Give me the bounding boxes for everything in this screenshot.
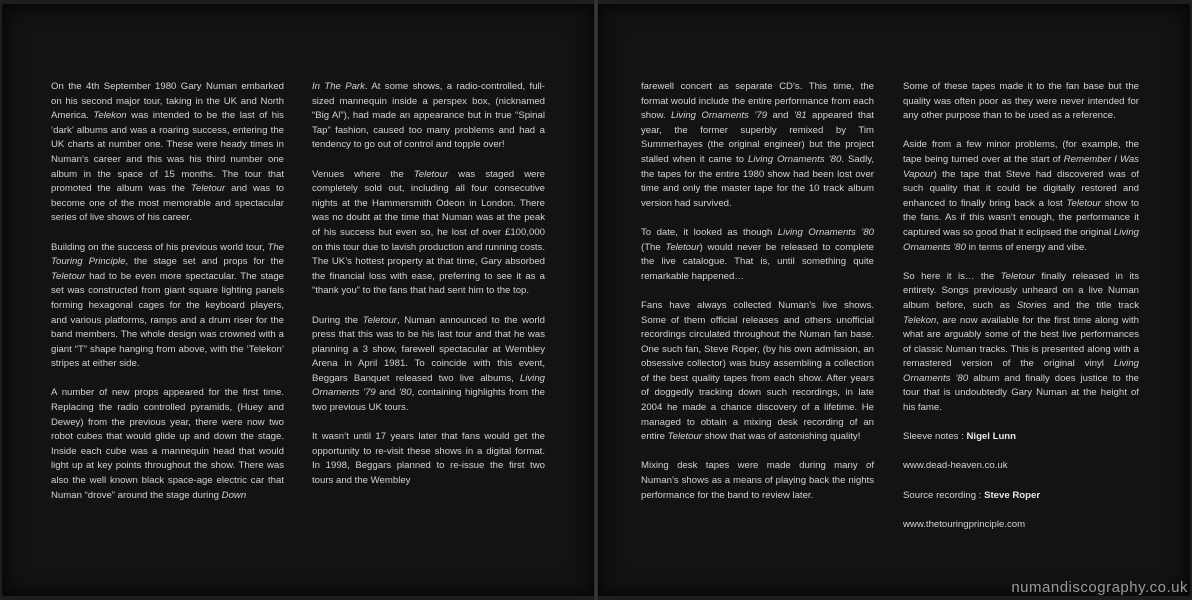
- italic-title-text: Teletour: [413, 168, 449, 180]
- italic-title-text: Down: [221, 489, 247, 501]
- italic-title-text: Telekon: [93, 110, 127, 122]
- italic-title-text: Stories: [1016, 299, 1047, 311]
- paragraph: [51, 386, 284, 503]
- italic-title-text: Living Ornaments ’80: [903, 226, 1139, 253]
- italic-title-text: Telekon: [903, 314, 937, 326]
- body-text: show to the fans. As if this wasn’t enough, the performance it captured was so good that it eclipsed the original: [903, 197, 1139, 238]
- paragraph: [903, 80, 1139, 124]
- italic-title-text: In The Park: [312, 81, 365, 92]
- italic-title-text: Living Ornaments ’80: [777, 226, 875, 238]
- source-recording-label: Source recording :: [903, 489, 985, 501]
- body-text: and the title track: [1046, 299, 1139, 311]
- body-text: During the: [312, 314, 363, 326]
- italic-title-text: ’80: [398, 387, 412, 399]
- paragraph: [51, 241, 284, 372]
- body-text: had to be even more spectacular. The stage set was constructed from giant square lighting panels forming hexagonal cages for the keyboard players, and various platforms, ramps and a drum riser for the band members. The whole design was crowned with a giant “T” shape hanging from above, with the ‘Telekon’ stripes at either side.: [51, 270, 284, 370]
- body-text: was intended to be the last of his ‘dark’ albums and was a roaring success, entering the UK charts at number one. These were heady times in Numan’s career and this was his third number one album in the space of 15 months. The tour that promoted the album was the: [51, 110, 284, 195]
- text-column-4: [903, 80, 1139, 547]
- body-text: and: [375, 387, 399, 399]
- body-text: ) the tape that Steve had discovered was of such quality that it could be digitally restored and enhanced to finally bring back a lost: [903, 168, 1139, 209]
- body-text: was staged were completely sold out, including all four consecutive nights at the Hammersmith Odeon in London. There was no doubt at the time that Numan was at the peak of his success but even so, he lost of over £100,000 on this tour due to lavish production and running costs. The UK’s hottest property at that time, Gary absorbed the financial loss with ease, preferring to see it as a “thank you” to the fans that had sent him to the top.: [312, 168, 545, 297]
- sleeve-notes-author: Nigel Lunn: [966, 431, 1017, 443]
- body-text: Aside from a few minor problems, (for example, the tape being turned over at the start of: [903, 139, 1139, 165]
- body-text: , Numan announced to the world press that this was to be his last tour and that he was planning a 3 show, farewell spectacular at Wembley Arena in April 1981. To coincide with this event, Beggars Banquet released two live albums,: [312, 314, 545, 384]
- credits-block: [903, 430, 1139, 532]
- body-text: (The: [641, 241, 666, 253]
- paragraph: [641, 80, 874, 211]
- body-text: finally released in its entirety. Songs previously unheard on a live Numan album before, such as: [903, 270, 1139, 311]
- italic-title-text: The Touring Principle: [51, 241, 284, 268]
- body-text: Building on the success of his previous world tour,: [51, 241, 268, 253]
- paragraph: [641, 459, 874, 503]
- italic-title-text: Teletour: [190, 183, 226, 195]
- body-text: . At some shows, a radio-controlled, full-sized mannequin inside a perspex box, (nicknamed “Big Al”), had made an appearance but in true “Spinal Tap” fashion, caused too many problems and had a tendency to go out of control and topple over!: [312, 81, 545, 151]
- text-column-3: [641, 80, 874, 518]
- text-column-1: [51, 80, 284, 518]
- body-text: and was to become one of the most memorable and spectacular series of live shows of his career.: [51, 183, 284, 224]
- paragraph: [312, 430, 545, 488]
- italic-title-text: Teletour: [667, 431, 702, 443]
- body-text: To date, it looked as though: [641, 226, 778, 238]
- sleeve-notes-label: Sleeve notes :: [903, 431, 967, 443]
- body-text: and: [767, 110, 794, 122]
- italic-title-text: ’81: [793, 110, 807, 122]
- sleeve-notes-credit: [903, 430, 1139, 445]
- paragraph: [641, 299, 874, 445]
- body-text: . Sadly, the tapes for the entire 1980 show had been lost over time and only the master tape for the 10 track album version had survived.: [641, 153, 874, 209]
- italic-title-text: Teletour: [665, 241, 700, 253]
- body-text: farewell concert as separate CD’s. This time, the format would include the entire performance from each show.: [641, 81, 874, 122]
- body-text: Some of these tapes made it to the fan base but the quality was often poor as they were never intended for any other purpose than to be used as a reference.: [903, 81, 1139, 122]
- italic-title-text: Teletour: [1000, 270, 1035, 282]
- body-text: Fans have always collected Numan’s live shows. Some of them official releases and others unofficial recordings circulated throughout the Numan fan base. One such fan, Steve Roper, (by his own admission, an obsessive collector) was busy assembling a collection of the best quality tapes from each show. After years of doggedly tracking down such recordings, in late 2004 he made a chance discovery of a lifetime. He managed to obtain a mixing desk recording of an entire: [641, 299, 874, 443]
- paragraph: [51, 80, 284, 226]
- paragraph: [312, 80, 545, 153]
- italic-title-text: Living Ornaments ’79: [670, 110, 768, 122]
- body-text: So here it is… the: [903, 270, 1001, 282]
- paragraph: [641, 226, 874, 284]
- source-recording-author: Steve Roper: [984, 489, 1041, 501]
- paragraph: [903, 270, 1139, 416]
- body-text: It wasn’t until 17 years later that fans would get the opportunity to re-visit these shows in a digital format. In 1998, Beggars planned to re-issue the first two tours and the Wembley: [312, 431, 545, 487]
- italic-title-text: Teletour: [362, 314, 397, 326]
- body-text: On the 4th September 1980 Gary Numan embarked on his second major tour, taking in the UK and North America.: [51, 81, 284, 122]
- body-text: , containing highlights from the two previous UK tours.: [312, 387, 545, 414]
- body-text: A number of new props appeared for the first time. Replacing the radio controlled pyramids, (Huey and Dewey) from the previous year, there were now two robot cubes that would glide up and down the stage. Inside each cube was a mannequin head that would light up at key points throughout the show. There was also the well known black space-age electric car that Numan “drove” around the stage during: [51, 387, 284, 501]
- italic-title-text: Remember I Was Vapour: [903, 153, 1139, 180]
- sleeve-notes-url: www.dead-heaven.co.uk: [903, 460, 1008, 472]
- paragraph: [312, 168, 545, 299]
- source-recording-credit: [903, 489, 1139, 504]
- body-text: Mixing desk tapes were made during many of Numan’s shows as a means of playing back the nights performance for the band to review later.: [641, 460, 874, 501]
- column-4-paragraphs: [903, 80, 1139, 416]
- text-column-2: [312, 80, 545, 503]
- source-recording-url: www.thetouringprinciple.com: [903, 518, 1026, 530]
- body-text: , are now available for the first time along with what are arguably some of the best live performances of classic Numan tracks. This is presented along with a remastered version of the original vinyl: [903, 314, 1139, 370]
- italic-title-text: Living Ornaments ’80: [748, 153, 842, 165]
- body-text: album and finally does justice to the tour that is undoubtedly Gary Numan at the height of his fame.: [903, 372, 1139, 414]
- italic-title-text: Teletour: [1066, 197, 1101, 209]
- body-text: in terms of energy and vibe.: [965, 241, 1087, 253]
- italic-title-text: Living Ornaments ’80: [903, 358, 1139, 384]
- watermark: numandiscography.co.uk: [1011, 579, 1188, 596]
- body-text: appeared that year, the former superbly remixed by Tim Summerhayes (the original engineer) but the project stalled when it came to: [641, 110, 874, 165]
- italic-title-text: Living Ornaments ’79: [312, 372, 545, 399]
- body-text: show that was of astonishing quality!: [702, 431, 861, 443]
- body-text: ) would never be released to complete the live catalogue. That is, until something quite remarkable happened…: [641, 241, 874, 282]
- italic-title-text: Teletour: [51, 270, 86, 282]
- paragraph: [312, 314, 545, 416]
- body-text: , the stage set and props for the: [125, 256, 285, 268]
- paragraph: [903, 138, 1139, 255]
- body-text: Venues where the: [312, 168, 414, 180]
